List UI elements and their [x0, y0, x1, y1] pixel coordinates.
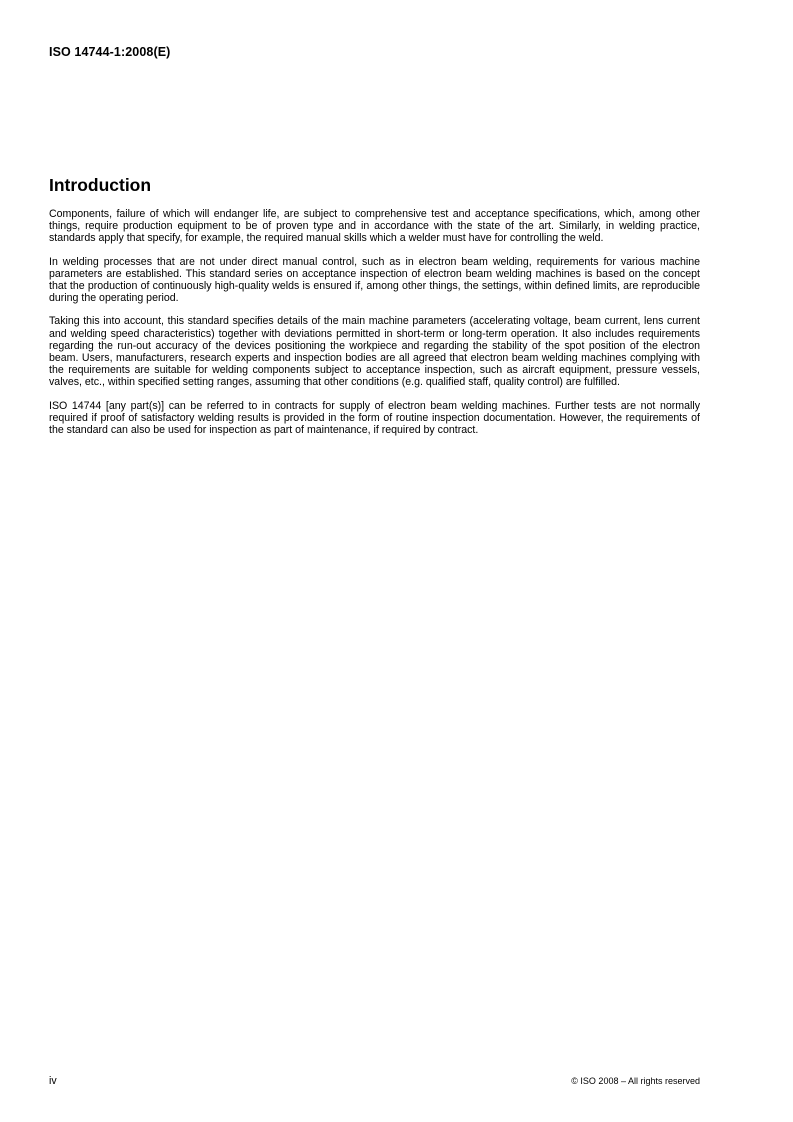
document-id-header: ISO 14744-1:2008(E) [49, 45, 171, 59]
page-number: iv [49, 1075, 57, 1087]
paragraph-3: Taking this into account, this standard specifies details of the main machine parameters (accelerating voltage, beam current, lens current and welding speed characteristics) together with deviations permitted in short-term or long-term operation. It also includes requirements regarding the run-out accuracy of the devices positioning the workpiece and regarding the stability of the spot position of the electron beam. Users, manufacturers, research experts and inspection bodies are all agreed that electron beam welding machines complying with the requirements are suitable for welding components subject to acceptance inspection, such as aircraft equipment, pressure vessels, valves, etc., within specified setting ranges, assuming that other conditions (e.g. qualified staff, quality control) are fulfilled. [49, 315, 700, 389]
copyright-notice: © ISO 2008 – All rights reserved [571, 1076, 700, 1086]
introduction-body [49, 208, 700, 447]
paragraph-4: ISO 14744 [any part(s)] can be referred to in contracts for supply of electron beam welding machines. Further tests are not normally required if proof of satisfactory welding results is provided in the form of routine inspection documentation. However, the requirements of the standard can also be used for inspection as part of maintenance, if required by contract. [49, 399, 700, 437]
section-title: Introduction [49, 175, 152, 195]
paragraph-2: In welding processes that are not under direct manual control, such as in electron beam welding, requirements for various machine parameters are established. This standard series on acceptance inspection of electron beam welding machines is based on the concept that the production of continuously high-quality welds is ensured if, among other things, the settings, within defined limits, are reproducible during the operating period. [49, 255, 700, 305]
paragraph-1: Components, failure of which will endanger life, are subject to comprehensive test and acceptance specifications, which, among other things, require production equipment to be of proven type and in accordance with the state of the art. Similarly, in welding practice, standards apply that specify, for example, the required manual skills which a welder must have for controlling the weld. [49, 208, 700, 245]
